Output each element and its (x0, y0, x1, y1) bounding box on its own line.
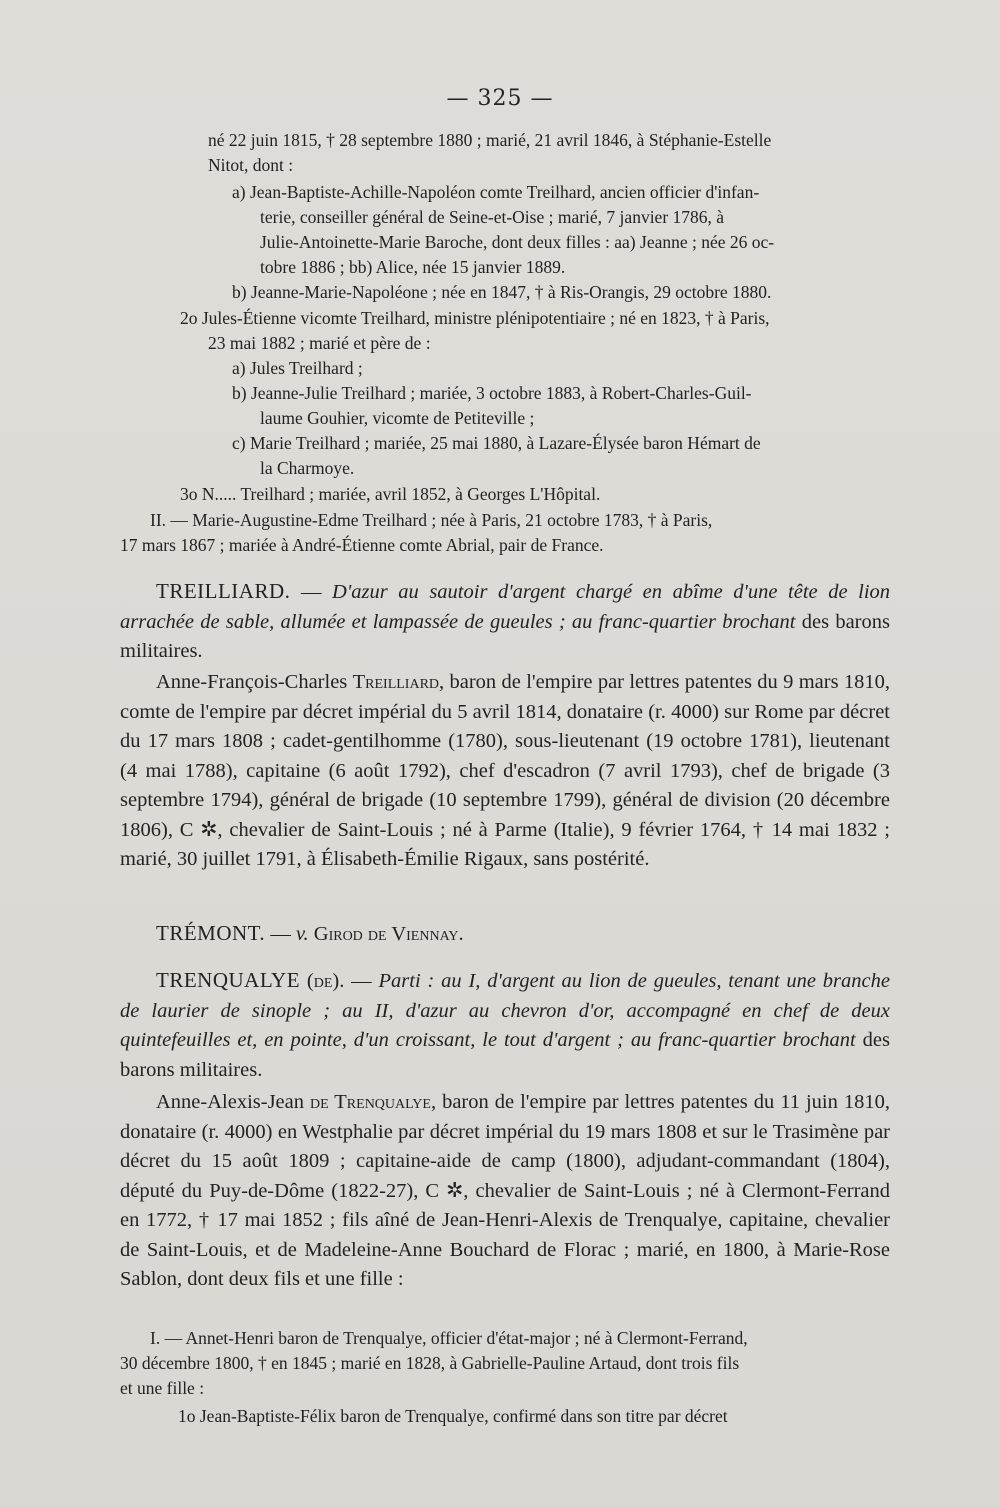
text-line: c) Marie Treilhard ; mariée, 25 mai 1880, à Lazare-Élysée baron Hémart de (232, 433, 761, 453)
text-line: terie, conseiller général de Seine-et-Oise ; marié, 7 janvier 1786, à (260, 207, 725, 227)
entry-heading: TREILLIARD. (156, 579, 291, 603)
blazon-text: Parti : au I, d'argent au lion de gueules, tenant une branche de laurier de sinople ; au II, d'azur au chevron d'or, accompagné en chef de deux quintefeuilles et, en pointe, d'un croissant, le tout d'argent ; au franc-quartier brochant (120, 970, 890, 1051)
blazon-text: D'azur au sautoir d'argent chargé en abîme d'une tête de lion arrachée de sable, allumée et lampassée de gueules ; au franc-quartier brochant (120, 581, 891, 633)
text-line: 3o N..... Treilhard ; mariée, avril 1852, à Georges L'Hôpital. (180, 484, 601, 504)
cross-reference: Girod de Viennay. (313, 923, 464, 945)
text-line: 2o Jules-Étienne vicomte Treilhard, ministre plénipotentiaire ; né en 1823, † à Paris, (180, 308, 770, 328)
entry-tremont: TRÉMONT. — v. Girod de Viennay. (156, 921, 464, 945)
entry-heading: TRÉMONT. (156, 921, 266, 945)
person-name: Treilliard (352, 671, 440, 693)
text-line: b) Jeanne-Julie Treilhard ; mariée, 3 octobre 1883, à Robert-Charles-Guil- (232, 383, 752, 403)
entry-arms-trenqualye: TRENQUALYE (de). — Parti : au I, d'argent au lion de gueules, tenant une branche de laurier de sinople ; au II, d'azur au chevron d'or, accompagné en chef de deux quintefeuilles et, en pointe, d'un croissant, le tout d'argent ; au franc-quartier brochant des barons militaires. (120, 968, 891, 1081)
text-line: et une fille : (120, 1378, 205, 1398)
text-line: I. — Annet-Henri baron de Trenqualye, officier d'état-major ; né à Clermont-Ferrand, (150, 1328, 748, 1348)
page-number: — 325 — (446, 86, 554, 111)
entry-arms-treilliard: TREILLIARD. — D'azur au sautoir d'argent chargé en abîme d'une tête de lion arrachée de sable, allumée et lampassée de gueules ; au franc-quartier brochant des barons militaires. (120, 579, 891, 662)
text-line: 30 décembre 1800, † en 1845 ; marié en 1828, à Gabrielle-Pauline Artaud, dont trois fils (120, 1353, 740, 1373)
text-line: Julie-Antoinette-Marie Baroche, dont deux filles : aa) Jeanne ; née 26 oc- (260, 232, 775, 252)
text-line: Nitot, dont : (208, 155, 294, 175)
text-line: né 22 juin 1815, † 28 septembre 1880 ; marié, 21 avril 1846, à Stéphanie-Estelle (208, 130, 772, 150)
text-line: b) Jeanne-Marie-Napoléone ; née en 1847, † à Ris-Orangis, 29 octobre 1880. (232, 282, 772, 302)
text-line: 23 mai 1882 ; marié et père de : (208, 333, 431, 353)
entry-bio-trenqualye: Anne-Alexis-Jean de Trenqualye, baron de l'empire par lettres patentes du 11 juin 1810, donataire (r. 4000) en Westphalie par décret impérial du 19 mars 1808 et sur le Trasimène par décret du 15 août 1809 ; capitaine-aide de camp (1800), adjudant-commandant (1804), député du Puy-de-Dôme (1822-27), C ✲, chevalier de Saint-Louis ; né à Clermont-Ferrand en 1772, † 17 mai 1852 ; fils aîné de Jean-Henri-Alexis de Trenqualye, capitaine, chevalier de Saint-Louis, et de Madeleine-Anne Bouchard de Florac ; marié, en 1800, à Marie-Rose Sablon, dont deux fils et une fille : (120, 1091, 890, 1290)
text-line: II. — Marie-Augustine-Edme Treilhard ; née à Paris, 21 octobre 1783, † à Paris, (150, 510, 713, 530)
text-line: 17 mars 1867 ; mariée à André-Étienne comte Abrial, pair de France. (120, 535, 604, 555)
person-name: de Trenqualye (310, 1091, 431, 1113)
text-line: laume Gouhier, vicomte de Petiteville ; (260, 408, 535, 428)
entry-heading: TRENQUALYE (156, 968, 301, 992)
text-line: la Charmoye. (260, 458, 355, 478)
text-line: a) Jean-Baptiste-Achille-Napoléon comte Treilhard, ancien officier d'infan- (232, 182, 760, 202)
text-line: tobre 1886 ; bb) Alice, née 15 janvier 1889. (260, 257, 566, 277)
text-line: a) Jules Treilhard ; (232, 358, 363, 378)
entry-bio-treilliard: Anne-François-Charles Treilliard, baron de l'empire par lettres patentes du 9 mars 1810, comte de l'empire par décret impérial du 5 avril 1814, donataire (r. 4000) sur Rome par décret du 17 mars 1808 ; cadet-gentilhomme (1780), sous-lieutenant (19 octobre 1781), lieutenant (4 mai 1788), capitaine (6 août 1792), chef d'escadron (7 avril 1793), chef de brigade (3 septembre 1794), général de brigade (10 septembre 1799), général de division (20 décembre 1806), C ✲, chevalier de Saint-Louis ; né à Parme (Italie), 9 février 1764, † 14 mai 1832 ; marié, 30 juillet 1791, à Élisabeth-Émilie Rigaux, sans postérité. (120, 671, 891, 870)
text-line: 1o Jean-Baptiste-Félix baron de Trenqualye, confirmé dans son titre par décret (178, 1406, 728, 1426)
